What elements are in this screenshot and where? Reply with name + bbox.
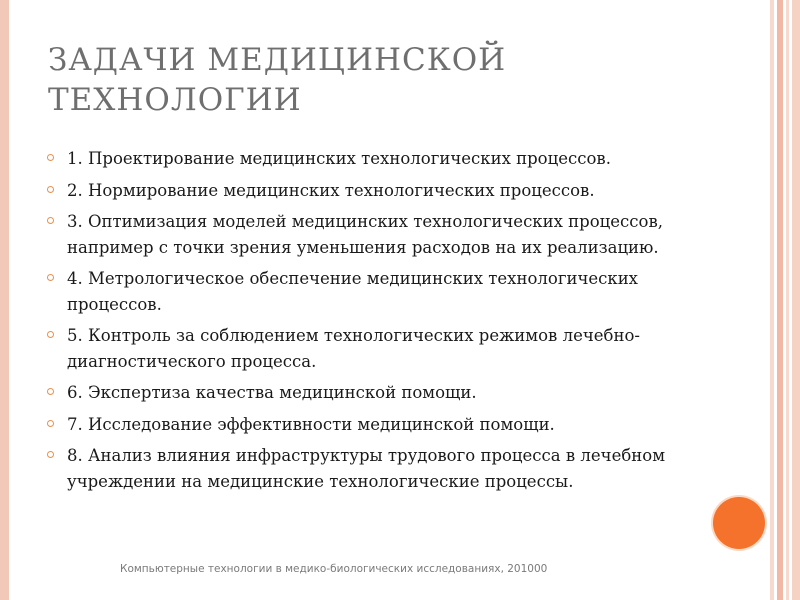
- list-item-text: 2. Нормирование медицинских технологических процессов.: [67, 180, 595, 200]
- task-list: [44, 146, 704, 500]
- stripe: [770, 0, 774, 600]
- list-item-text: 3. Оптимизация моделей медицинских технологических процессов, например с точки зрения уменьшения расходов на их реализацию.: [67, 212, 663, 257]
- stripe: [777, 0, 783, 600]
- list-item-text: 1. Проектирование медицинских технологических процессов.: [67, 149, 611, 168]
- slide-footer: Компьютерные технологии в медико-биологических исследованиях, 201000: [120, 563, 548, 575]
- slide-title: [48, 40, 728, 120]
- list-item: [44, 323, 704, 374]
- circle-bullet-icon: [47, 388, 54, 395]
- stripe: [786, 0, 789, 600]
- circle-bullet-icon: [47, 331, 54, 338]
- slide-title-line-1: ЗАДАЧИ МЕДИЦИНСКОЙ: [48, 42, 507, 78]
- list-item: [44, 443, 704, 494]
- circle-bullet-icon: [47, 217, 54, 224]
- slide-title-line-2: ТЕХНОЛОГИИ: [48, 82, 302, 118]
- list-item: [44, 178, 704, 204]
- left-border-decoration: [0, 0, 9, 600]
- list-item: [44, 412, 704, 438]
- list-item-text: 4. Метрологическое обеспечение медицинских технологических процессов.: [67, 269, 638, 314]
- list-item-text: 8. Анализ влияния инфраструктуры трудового процесса в лечебном учреждении на медицинские технологические процессы.: [67, 446, 666, 491]
- list-item: [44, 380, 704, 406]
- list-item-text: 5. Контроль за соблюдением технологических режимов лечебно-диагностического процесса.: [67, 326, 640, 371]
- list-item-text: 6. Экспертиза качества медицинской помощи.: [67, 383, 477, 402]
- list-item: [44, 266, 704, 317]
- circle-bullet-icon: [47, 186, 54, 193]
- list-item: [44, 146, 704, 172]
- right-stripes-decoration: [770, 0, 800, 600]
- circle-bullet-icon: [47, 451, 54, 458]
- circle-bullet-icon: [47, 420, 54, 427]
- circle-bullet-icon: [47, 154, 54, 161]
- list-item-text: 7. Исследование эффективности медицинской помощи.: [67, 414, 555, 434]
- list-item: [44, 209, 704, 260]
- orange-circle-icon: [713, 497, 765, 549]
- stripe: [792, 0, 800, 600]
- circle-bullet-icon: [47, 274, 54, 281]
